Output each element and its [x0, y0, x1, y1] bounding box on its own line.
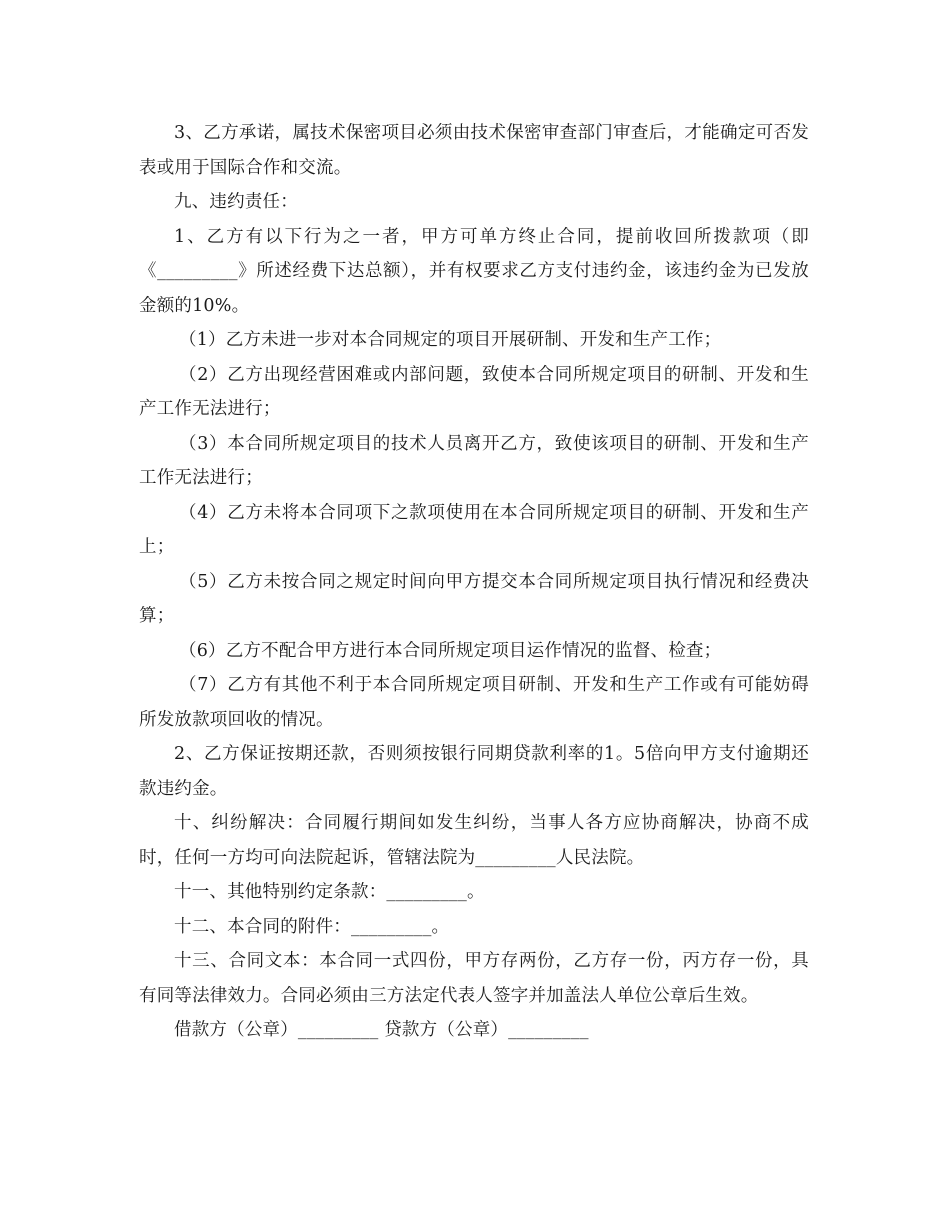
- section-10-dispute: 十、纠纷解决：合同履行期间如发生纠纷，当事人各方应协商解决，协商不成时，任何一方均可向法院起诉，管辖法院为_________人民法院。: [139, 813, 809, 868]
- clause-8-3: 3、乙方承诺，属技术保密项目必须由技术保密审查部门审查后，才能确定可否发表或用于国际合作和交流。: [139, 123, 809, 178]
- section-12-attachments: 十二、本合同的附件：_________。: [174, 916, 450, 937]
- section-11-special-terms: 十一、其他特别约定条款：_________。: [174, 882, 485, 902]
- clause-9-1-item-4: （4）乙方未将本合同项下之款项使用在本合同所规定项目的研制、开发和生产上；: [139, 502, 809, 557]
- clause-9-1-item-6: （6）乙方不配合甲方进行本合同所规定项目运作情况的监督、检查；: [179, 640, 722, 661]
- document-body: [139, 116, 809, 1048]
- section-9-heading: 九、违约责任：: [174, 192, 298, 212]
- clause-9-1-item-5: （5）乙方未按合同之规定时间向甲方提交本合同所规定项目执行情况和经费决算；: [139, 571, 809, 626]
- clause-9-1: 1、乙方有以下行为之一者，甲方可单方终止合同，提前收回所拨款项（即《_________》所述经费下达总额），并有权要求乙方支付违约金，该违约金为已发放金额的10%。: [139, 226, 809, 316]
- clause-9-1-item-2: （2）乙方出现经营困难或内部问题，致使本合同所规定项目的研制、开发和生产工作无法进行；: [139, 364, 809, 419]
- clause-9-1-item-1: （1）乙方未进一步对本合同规定的项目开展研制、开发和生产工作；: [179, 330, 722, 350]
- section-13-copies: 十三、合同文本：本合同一式四份，甲方存两份，乙方存一份，丙方存一份，具有同等法律效力。合同必须由三方法定代表人签字并加盖法人单位公章后生效。: [139, 951, 809, 1006]
- clause-9-1-item-7: （7）乙方有其他不利于本合同所规定项目研制、开发和生产工作或有可能妨碍所发放款项回收的情况。: [139, 675, 809, 730]
- clause-9-2: 2、乙方保证按期还款，否则须按银行同期贷款利率的1。5倍向甲方支付逾期还款违约金。: [139, 744, 809, 799]
- clause-9-1-item-3: （3）本合同所规定项目的技术人员离开乙方，致使该项目的研制、开发和生产工作无法进行；: [139, 433, 809, 488]
- signature-line: 借款方（公章）_________ 贷款方（公章）_________: [174, 1020, 589, 1040]
